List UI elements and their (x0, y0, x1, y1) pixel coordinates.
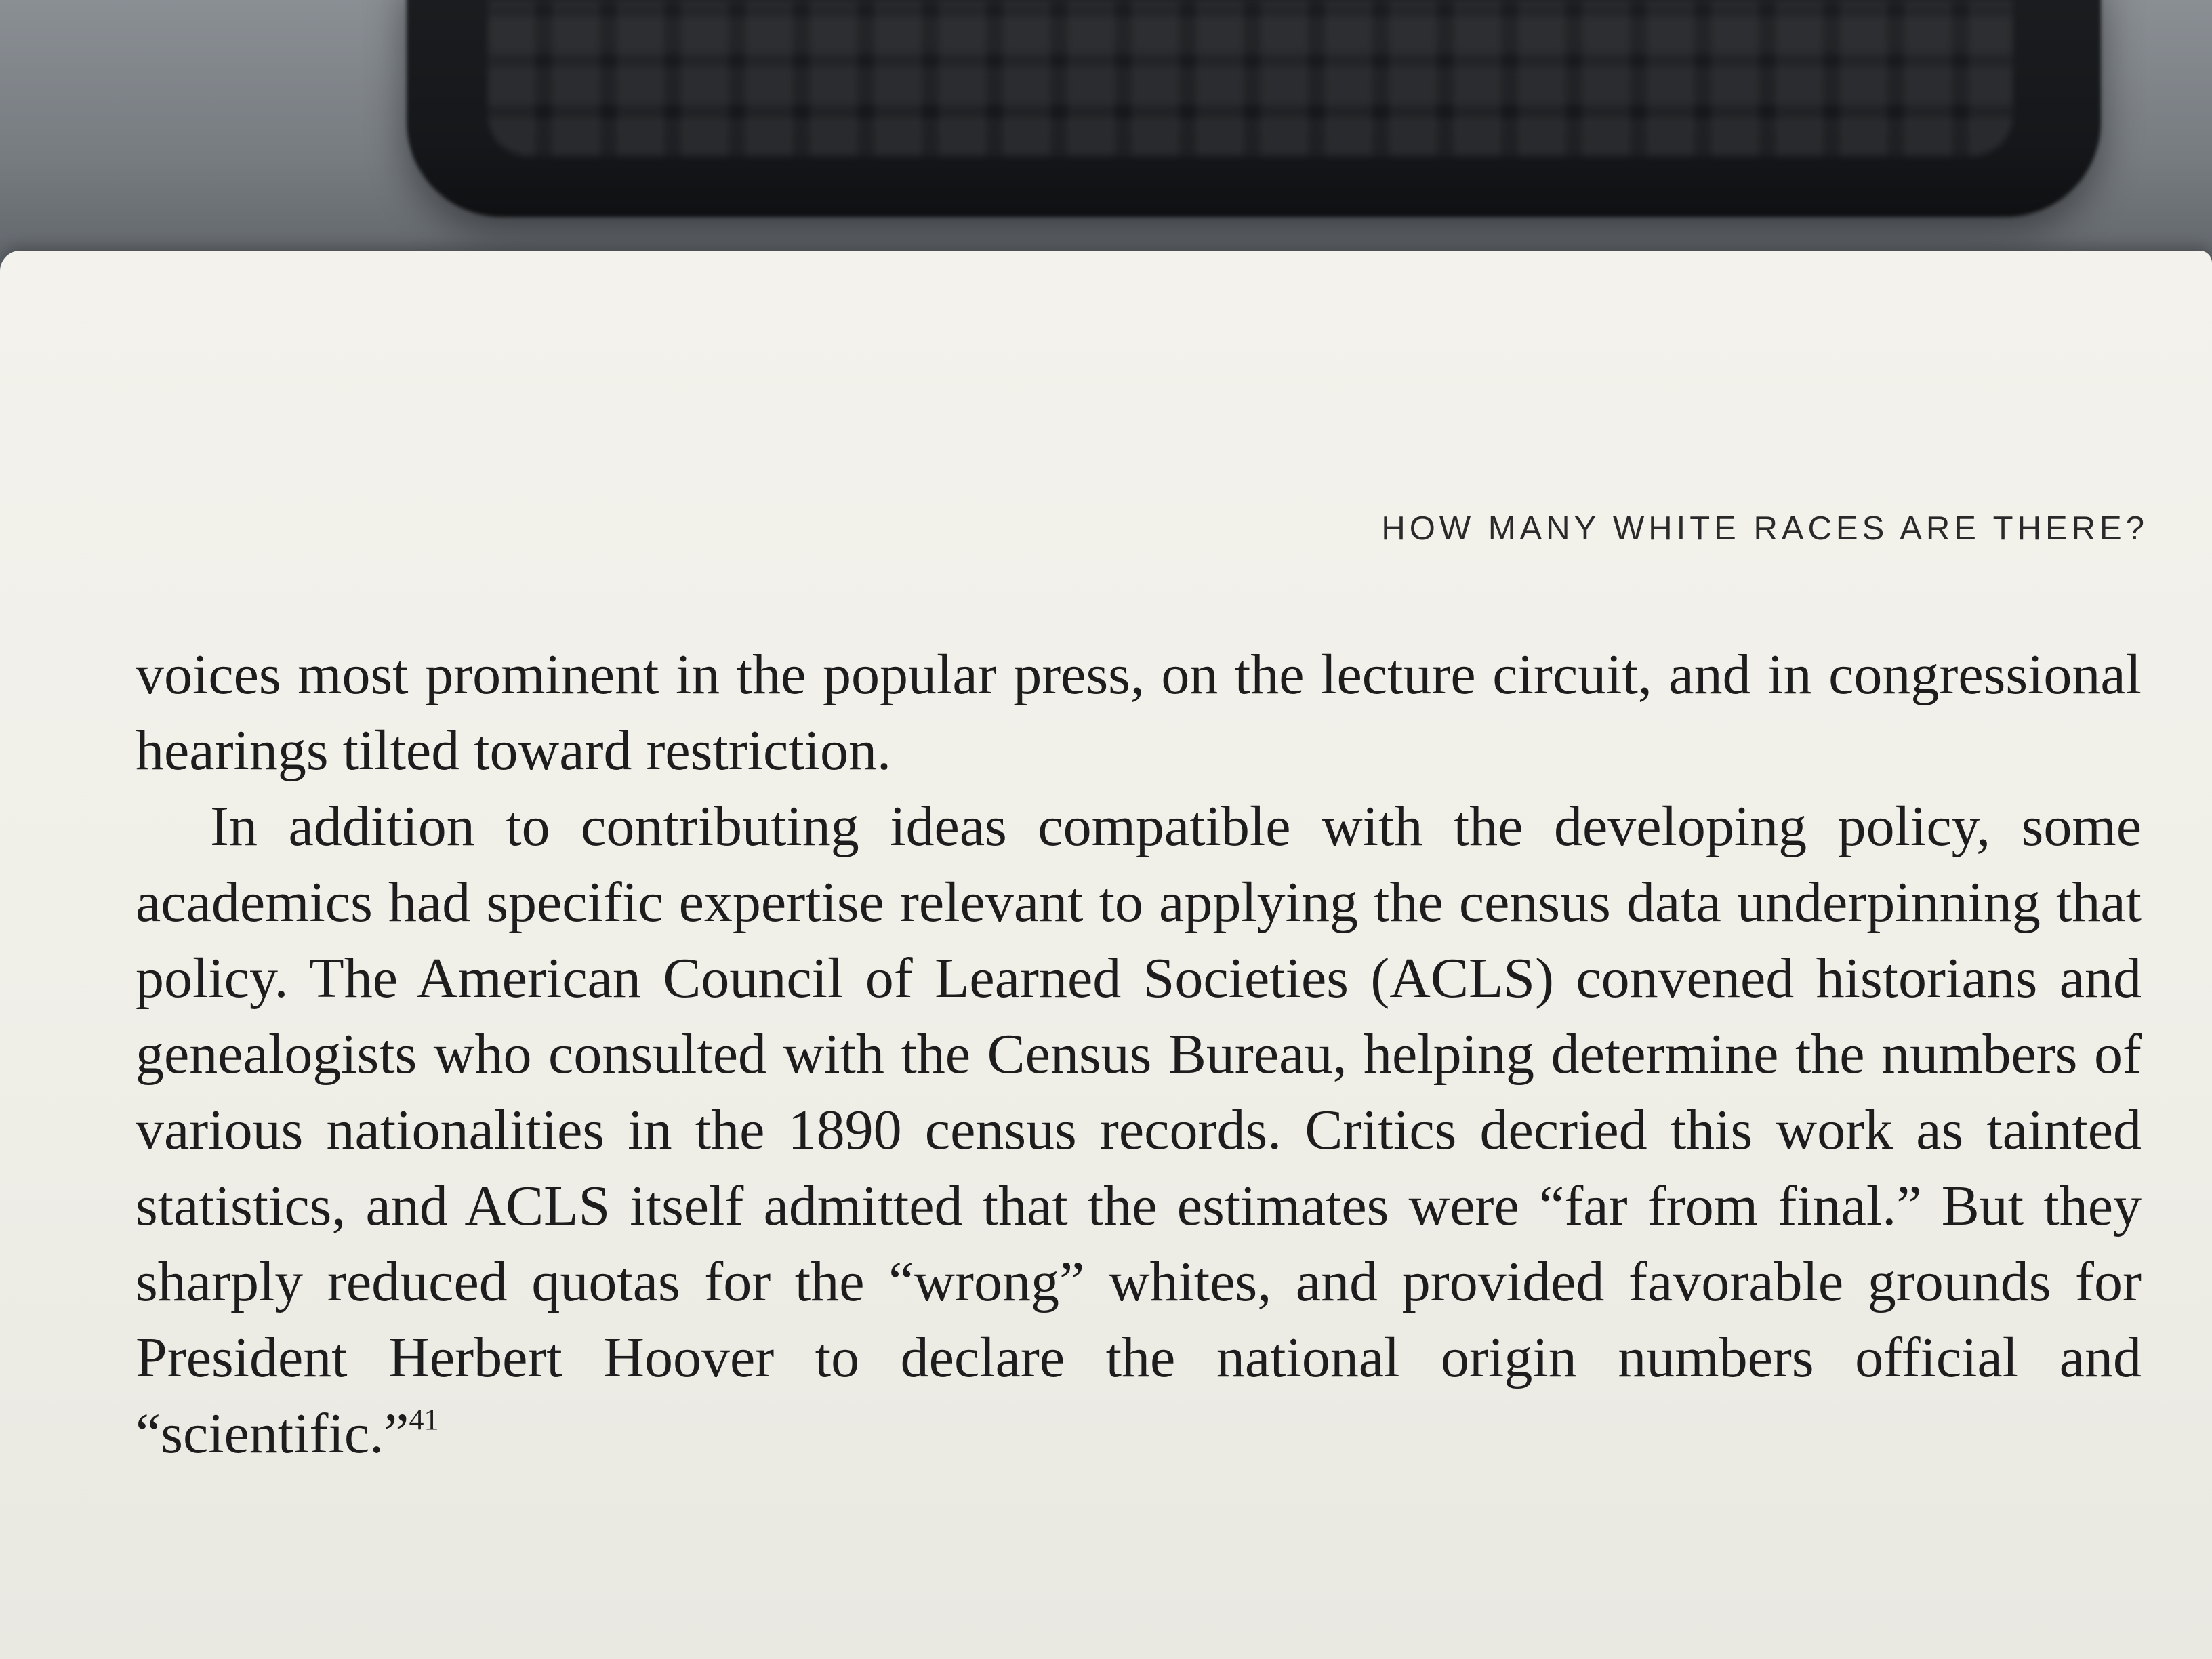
footnote-reference: 41 (409, 1403, 439, 1436)
running-head: HOW MANY WHITE RACES ARE THERE? (1381, 510, 2148, 547)
paragraph-2 (136, 789, 2142, 1472)
paragraph-1: voices most prominent in the popular press, on the lecture circuit, and in congressional hearings tilted toward restriction. (136, 643, 2142, 782)
body-text (136, 637, 2142, 1472)
keyboard-keys (488, 0, 2013, 156)
paragraph-2-text: In addition to contributing ideas compatible with the developing policy, some academics had specific expertise relevant to applying the census data underpinning that policy. The American Council of Learned Societies (ACLS) convened historians and genealogists who consulted with the Census Bureau, helping determine the numbers of various nationalities in the 1890 census records. Critics decried this work as tainted statistics, and ACLS itself admitted that the estimates were “far from final.” But they sharply reduced quotas for the “wrong” whites, and provided favorable grounds for President Herbert Hoover to declare the national origin numbers official and “scientific.” (136, 795, 2142, 1465)
show-through-text (136, 1538, 2101, 1600)
